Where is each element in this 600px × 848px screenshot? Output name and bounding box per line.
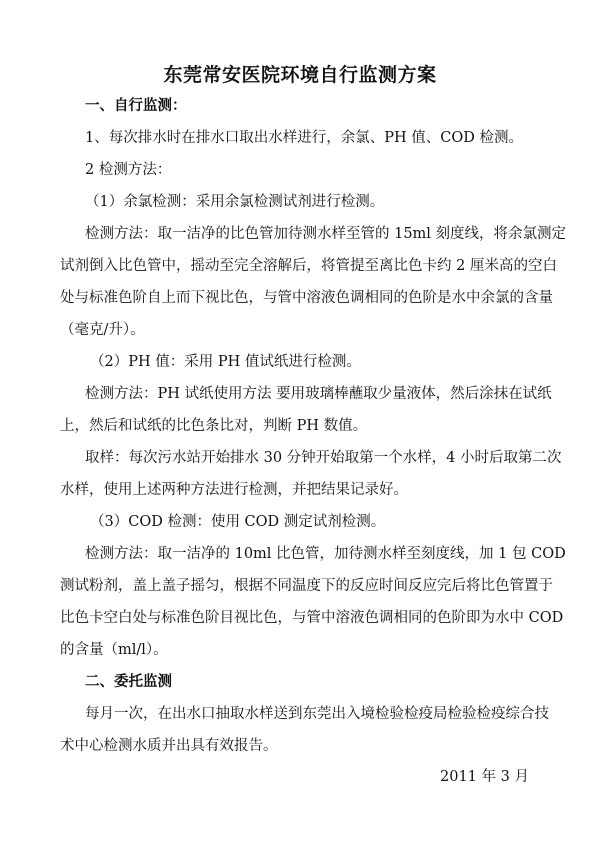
sampling-line: 水样，使用上述两种方法进行检测，并把结果记录好。 xyxy=(60,482,408,498)
residual-chlorine-line: 检测方法：取一洁净的比色管加待测水样至管的 15ml 刻度线，将余氯测定 xyxy=(85,226,567,242)
cod-heading: （3）COD 检测：使用 COD 测定试剂检测。 xyxy=(90,514,386,530)
cod-line: 的含量（ml/l）。 xyxy=(60,642,168,658)
cod-line: 测试粉剂，盖上盖子摇匀，根据不同温度下的反应时间反应完后将比色管置于 xyxy=(60,578,553,594)
sampling-line: 取样：每次污水站开始排水 30 分钟开始取第一个水样，4 小时后取第二次 xyxy=(85,450,562,466)
cod-line: 检测方法：取一洁净的 10ml 比色管，加待测水样至刻度线，加 1 包 COD xyxy=(85,546,566,562)
document-date: 2011 年 3 月 xyxy=(440,768,529,785)
residual-chlorine-line: 处与标准色阶自上而下视比色，与管中溶液色调相同的色阶是水中余氯的含量 xyxy=(60,290,553,306)
item1-text: 1、每次排水时在排水口取出水样进行，余氯、PH 值、COD 检测。 xyxy=(85,130,523,146)
residual-chlorine-line: 试剂倒入比色管中，摇动至完全溶解后，将管提至离比色卡约 2 厘米高的空白 xyxy=(60,258,557,274)
document-title: 东莞常安医院环境自行监测方案 xyxy=(163,64,437,86)
section1-heading: 一、自行监测： xyxy=(85,98,187,114)
ph-heading: （2）PH 值：采用 PH 值试纸进行检测。 xyxy=(90,354,361,370)
ph-line: 检测方法：PH 试纸使用方法 要用玻璃棒蘸取少量液体，然后涂抹在试纸 xyxy=(85,386,552,402)
ph-line: 上，然后和试纸的比色条比对，判断 PH 数值。 xyxy=(60,418,368,434)
section2-line: 术中心检测水质并出具有效报告。 xyxy=(60,738,278,754)
residual-chlorine-heading: （1）余氯检测：采用余氯检测试剂进行检测。 xyxy=(85,194,385,210)
section2-heading: 二、委托监测 xyxy=(85,674,172,690)
item2-text: 2 检测方法： xyxy=(85,162,172,178)
section2-line: 每月一次，在出水口抽取水样送到东莞出入境检验检疫局检验检疫综合技 xyxy=(85,706,549,722)
residual-chlorine-line: （毫克/升）。 xyxy=(60,322,145,338)
cod-line: 比色卡空白处与标准色阶目视比色，与管中溶液色调相同的色阶即为水中 COD xyxy=(60,610,564,626)
